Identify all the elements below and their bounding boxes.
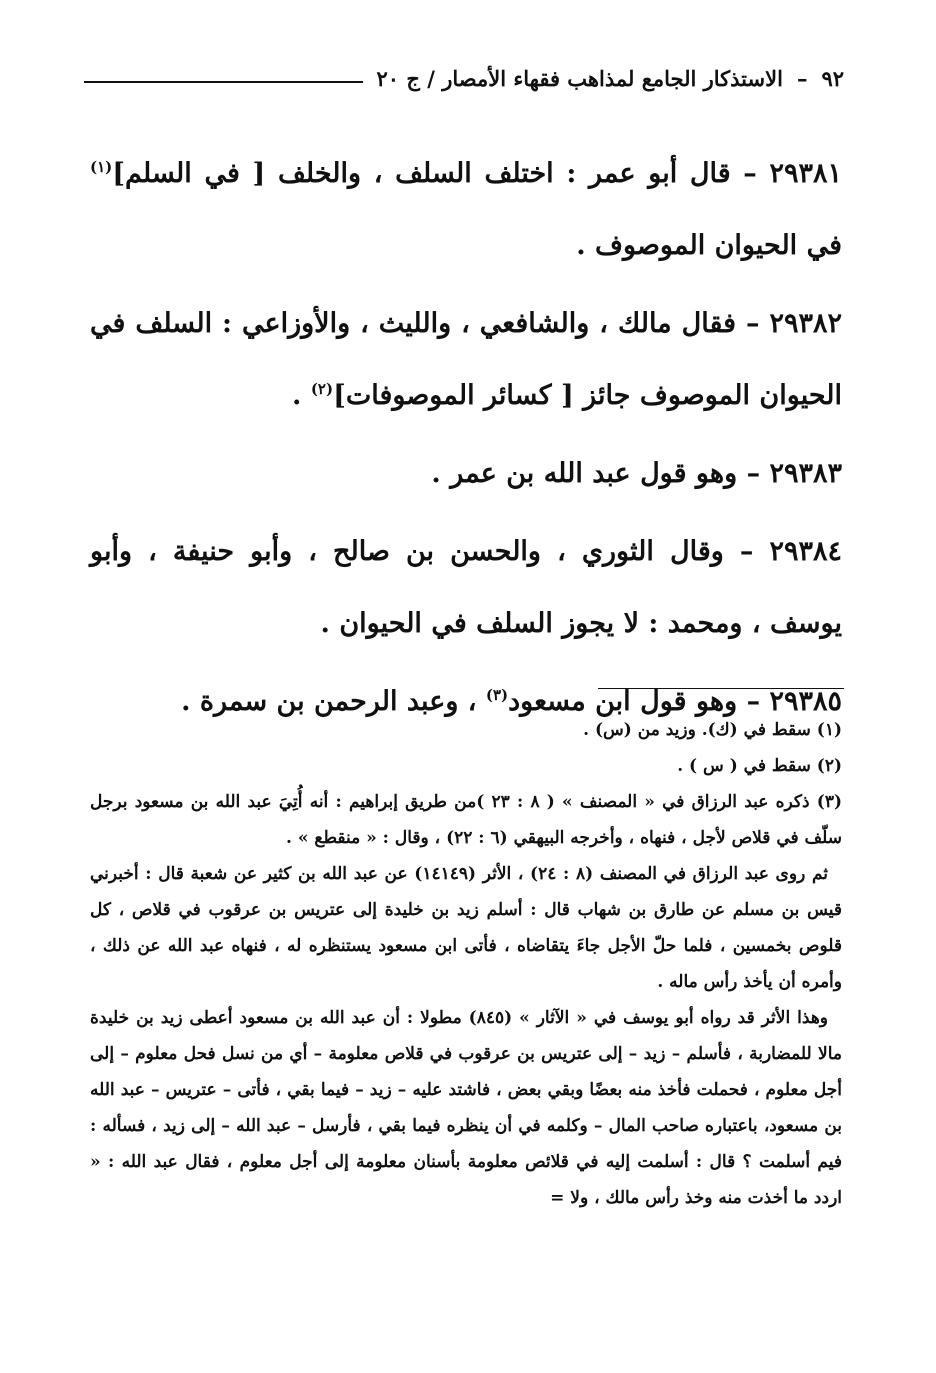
paragraph-text: وقال الثوري ، والحسن بن صالح ، وأبو حنيفة ، وأبو يوسف ، ومحمد : لا يجوز السلف في الحيوان . bbox=[90, 536, 842, 639]
paragraph-29382: ٢٩٣٨٢ – فقال مالك ، والشافعي ، والليث ، والأوزاعي : السلف في الحيوان الموصوف جائز [ كسائر الموصوفات]$^{(٢)}$ . bbox=[90, 308, 842, 411]
paragraph-29385: ٢٩٣٨٥ – وهو قول ابن مسعود$^{(٣)}$ ، وعبد الرحمن بن سمرة . bbox=[181, 686, 842, 717]
running-header bbox=[84, 58, 844, 98]
paragraph-text: فقال مالك ، والشافعي ، والليث ، والأوزاعي : السلف في الحيوان الموصوف جائز [ كسائر الموصوفات] bbox=[90, 308, 842, 411]
footnotes bbox=[90, 712, 842, 1216]
paragraph-text-cont: . bbox=[292, 380, 311, 411]
footnote-3-continuation-1: ثم روى عبد الرزاق في المصنف (٨ : ٢٤) ، الأثر (١٤١٤٩) عن عبد الله بن كثير عن شعبة قال : أخبرني قيس بن مسلم عن طارق بن شهاب قال : أسلم زيد بن خليدة إلى عتريس بن عرقوب في قلاص ، كل قلوص بخمسين ، فلما حلّ الأجل جاءَ يتقاضاه ، فأتى ابن مسعود يستنظره له ، فنهاه عبد الله عن ذلك ، وأمره أن يأخذ رأس ماله . bbox=[90, 864, 842, 992]
footnote-1: (١) سقط في (ك). وزيد من (س) . bbox=[583, 720, 842, 740]
main-text bbox=[90, 138, 842, 744]
paragraph-number: ٢٩٣٨٤ bbox=[769, 536, 842, 567]
paragraph-number: ٢٩٣٨١ bbox=[769, 158, 842, 189]
header-book-title: الاستذكار الجامع لمذاهب فقهاء الأمصار / ج ٢٠ bbox=[376, 65, 783, 91]
footnote-2: (٢) سقط في ( س ) . bbox=[677, 756, 842, 776]
footnote-separator bbox=[598, 688, 844, 689]
footnote-3-continuation-2: وهذا الأثر قد رواه أبو يوسف في « الآثار » (٨٤٥) مطولا : أن عبد الله بن مسعود أعطى زيد بن خليدة مالا للمضاربة ، فأسلم – زيد – إلى عتريس بن عرقوب في قلاص معلومة – أي من نسل فحل معلوم – إلى أجل معلوم ، فحملت فأخذ منه بعضًا وبقي بعض ، فاشتد عليه – زيد – فيما بقي ، فأتى – عتريس – عبد الله بن مسعود، باعتباره صاحب المال – وكلمه في أن ينظره فيما بقي ، فأرسل – عبد الله – إلى زيد ، فسأله : فيم أسلمت ؟ قال : أسلمت إليه في قلائص معلومة بأسنان معلومة إلى أجل معلوم ، فقال عبد الله : « اردد ما أخذت منه وخذ رأس مالك ، ولا = bbox=[90, 1008, 842, 1208]
header-rule bbox=[84, 81, 363, 83]
footnote-ref[interactable]: (١) bbox=[90, 158, 113, 176]
paragraph-text: قال أبو عمر : اختلف السلف ، والخلف [ في السلم] bbox=[112, 158, 731, 189]
header-page-number: ٩٢ bbox=[821, 65, 844, 91]
paragraph-number: ٢٩٣٨٢ bbox=[769, 308, 842, 339]
paragraph-29384: ٢٩٣٨٤ – وقال الثوري ، والحسن بن صالح ، وأبو حنيفة ، وأبو يوسف ، ومحمد : لا يجوز السلف في الحيوان . bbox=[90, 536, 842, 639]
paragraph-29381: ٢٩٣٨١ – قال أبو عمر : اختلف السلف ، والخلف [ في السلم]$^{(١)}$ في الحيوان الموصوف . bbox=[90, 158, 842, 261]
footnote-ref[interactable]: (٣) bbox=[485, 686, 509, 704]
paragraph-number: ٢٩٣٨٣ bbox=[769, 458, 842, 489]
paragraph-text: وهو قول عبد الله بن عمر . bbox=[431, 458, 738, 489]
header-dash: – bbox=[796, 65, 808, 91]
paragraph-29383: ٢٩٣٨٣ – وهو قول عبد الله بن عمر . bbox=[431, 458, 842, 489]
paragraph-text-cont: ، وعبد الرحمن بن سمرة . bbox=[181, 686, 486, 717]
paragraph-text: وهو قول ابن مسعود bbox=[508, 686, 738, 717]
footnote-3: (٣) ذكره عبد الرزاق في « المصنف » ( ٨ : ٢٣ )من طريق إبراهيم : أنه أُتِيَ عبد الله بن مسعود برجل سلّف في قلاص لأجل ، فنهاه ، وأخرجه البيهقي (٦ : ٢٢) ، وقال : « منقطع » . bbox=[90, 792, 843, 848]
paragraph-number: ٢٩٣٨٥ bbox=[769, 686, 842, 717]
paragraph-text-cont: في الحيوان الموصوف . bbox=[576, 230, 842, 261]
footnote-ref[interactable]: (٢) bbox=[310, 380, 334, 398]
